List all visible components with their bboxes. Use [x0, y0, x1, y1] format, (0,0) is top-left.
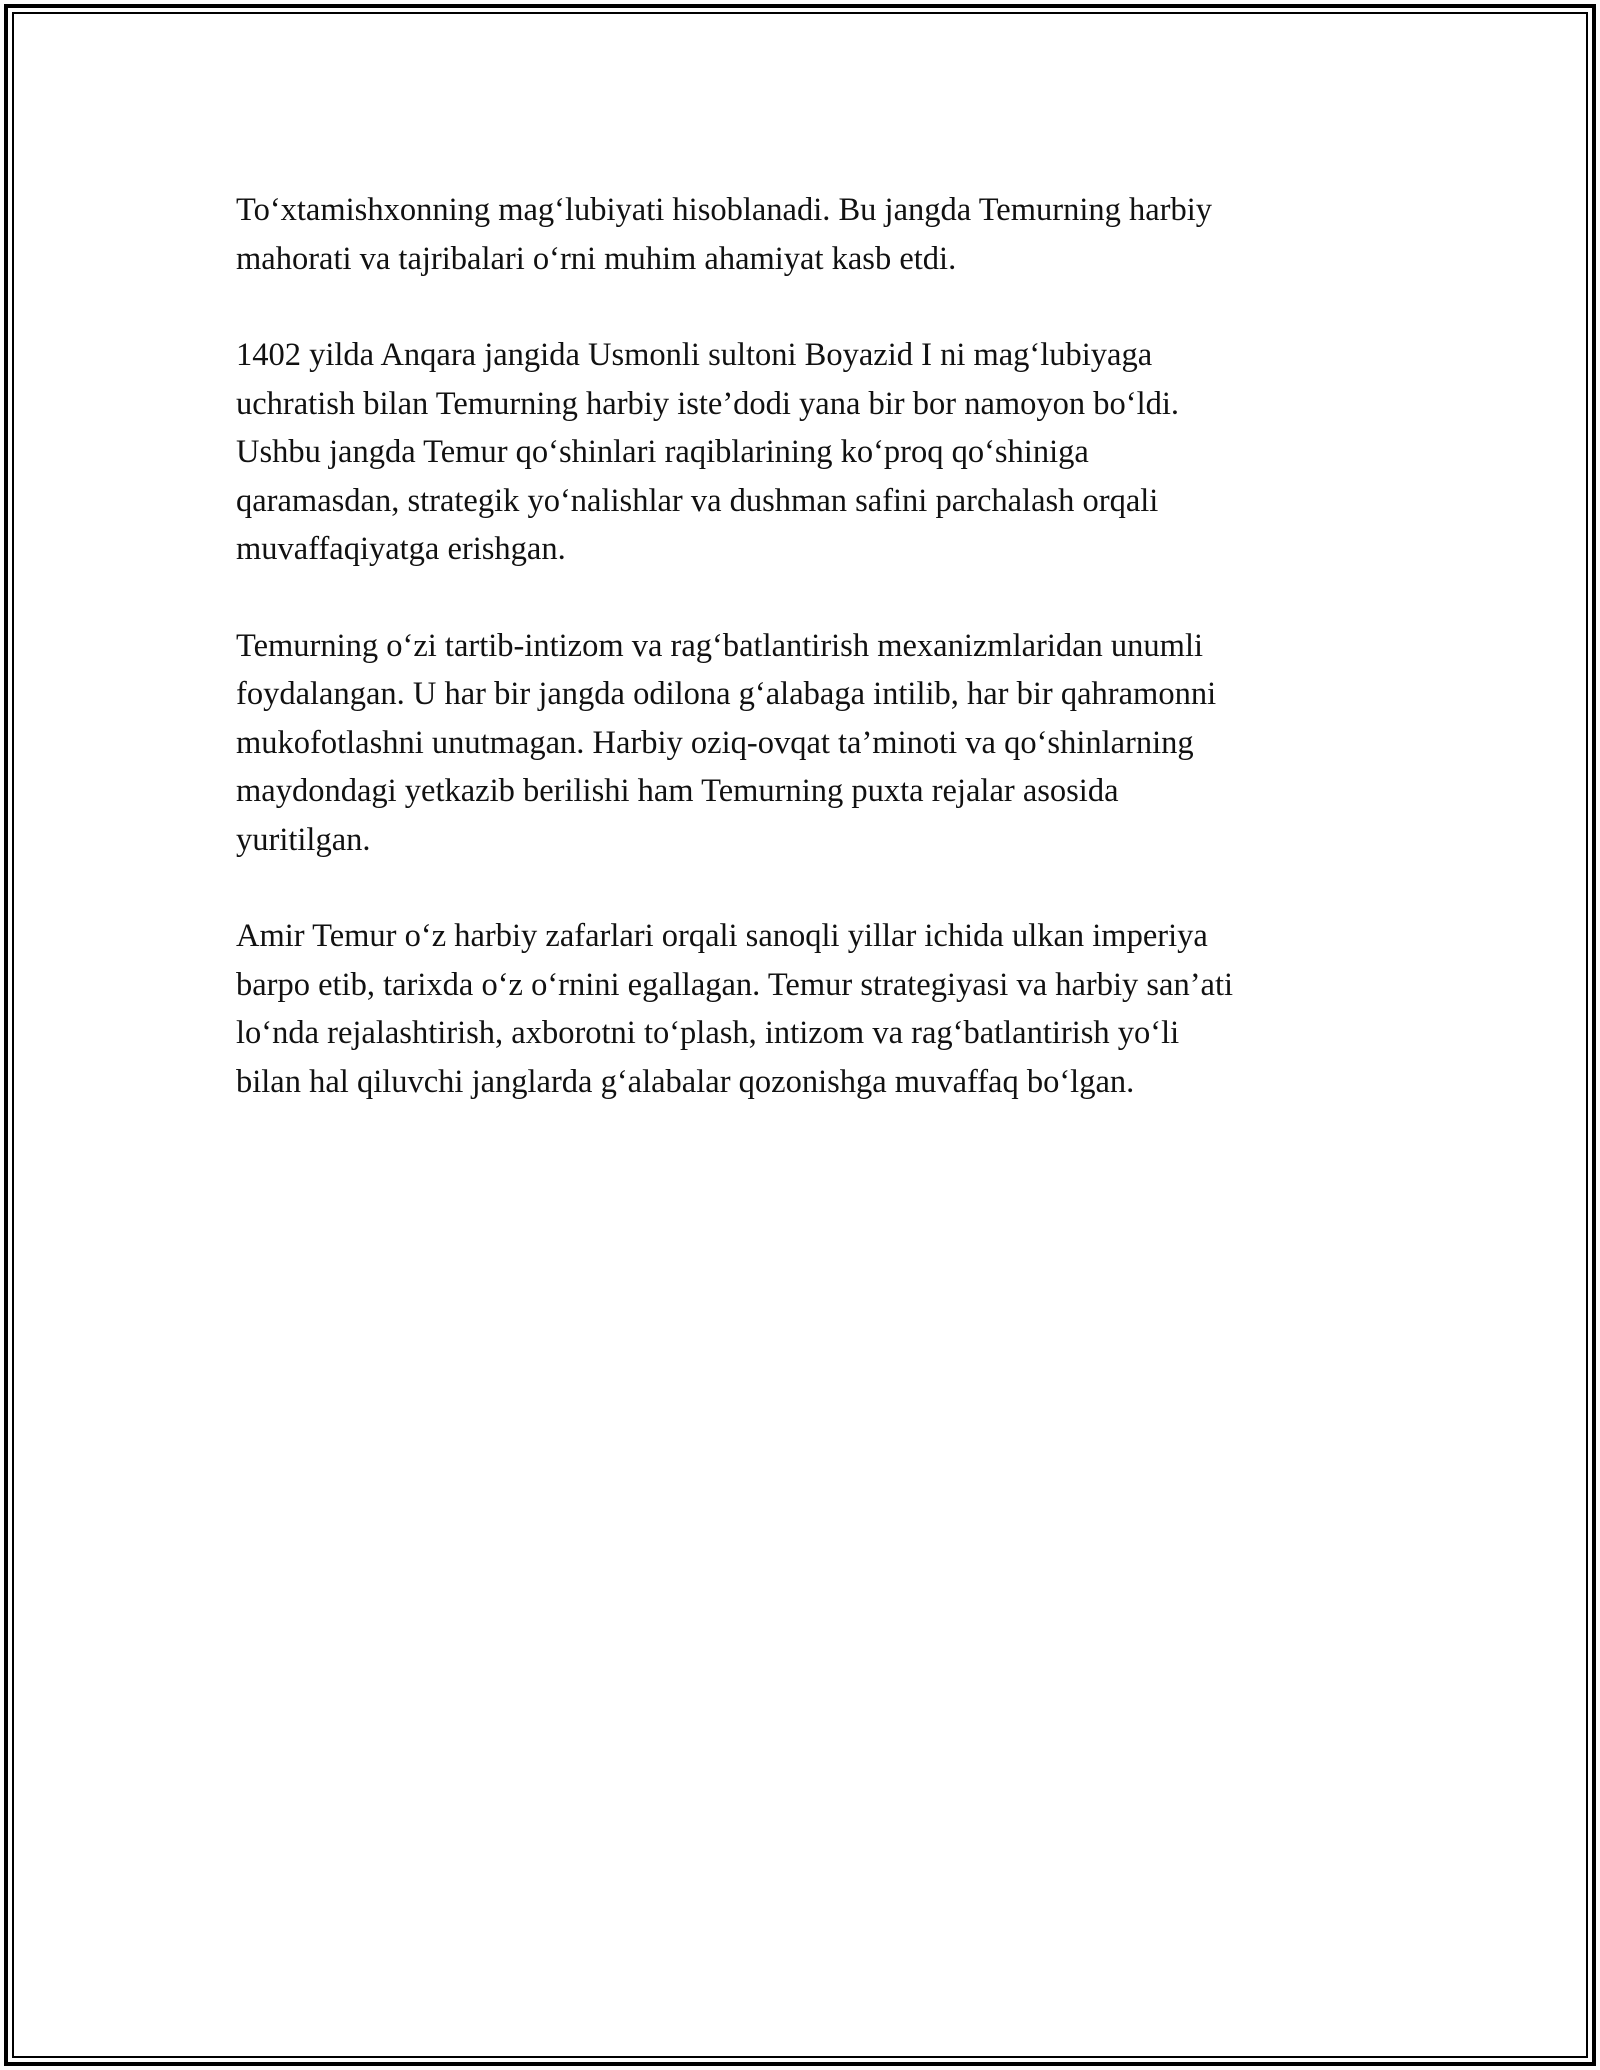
text-line: uchratish bilan Temurning harbiy iste’dodi yana bir bor namoyon bo‘ldi. [236, 385, 1180, 422]
text-line: Temurning o‘zi tartib-intizom va rag‘batlantirish mexanizmlaridan unumli [236, 627, 1204, 664]
text-line: 1402 yilda Anqara jangida Usmonli sultoni Boyazid I ni mag‘lubiyaga [236, 337, 1153, 373]
text-line: To‘xtamishxonning mag‘lubiyati hisoblanadi. Bu jangda Temurning harbiy [236, 192, 1213, 228]
text-line: mahorati va tajribalari o‘rni muhim ahamiyat kasb etdi. [236, 240, 957, 277]
paragraph-3 [236, 622, 1366, 865]
text-line: mukofotlashni unutmagan. Harbiy oziq-ovqat ta’minoti va qo‘shinlarning [236, 724, 1194, 761]
text-line: yuritilgan. [236, 821, 371, 858]
paragraph-2 [236, 331, 1366, 574]
document-body [236, 186, 1366, 1154]
text-line: qaramasdan, strategik yo‘nalishlar va dushman safini parchalash orqali [236, 482, 1159, 519]
text-line: muvaffaqiyatga erishgan. [236, 531, 566, 567]
text-line: Ushbu jangda Temur qo‘shinlari raqiblarining ko‘proq qo‘shiniga [236, 434, 1089, 470]
text-line: barpo etib, tarixda o‘z o‘rnini egallagan. Temur strategiyasi va harbiy san’ati [236, 966, 1234, 1003]
text-line: foydalangan. U har bir jangda odilona g‘alabaga intilib, har bir qahramonni [236, 676, 1217, 712]
paragraph-4 [236, 912, 1366, 1106]
paragraph-1 [236, 186, 1366, 283]
text-line: Amir Temur o‘z harbiy zafarlari orqali sanoqli yillar ichida ulkan imperiya [236, 918, 1208, 954]
text-line: maydondagi yetkazib berilishi ham Temurning puxta rejalar asosida [236, 773, 1119, 809]
text-line: bilan hal qiluvchi janglarda g‘alabalar qozonishga muvaffaq bo‘lgan. [236, 1063, 1135, 1100]
text-line: lo‘nda rejalashtirish, axborotni to‘plash, intizom va rag‘batlantirish yo‘li [236, 1015, 1180, 1051]
